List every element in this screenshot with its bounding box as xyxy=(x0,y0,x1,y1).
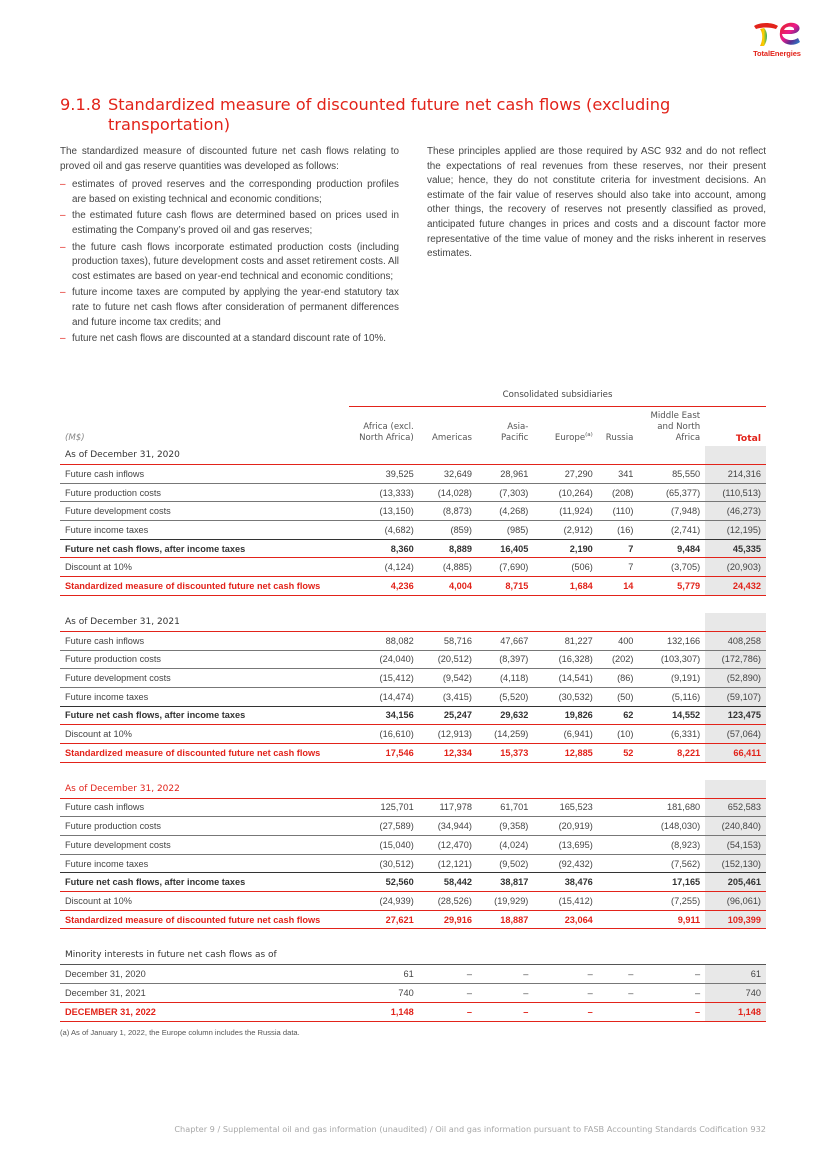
cell-value: 8,360 xyxy=(349,539,419,558)
table-row xyxy=(60,743,766,762)
cell-value: 29,916 xyxy=(419,910,477,929)
cell-value: 16,405 xyxy=(477,539,533,558)
spacer-row xyxy=(60,762,766,780)
cell-value: 24,432 xyxy=(705,577,766,596)
list-item: – future income taxes are computed by applying the year-end statutory tax rate to future net cash flows after consideration of permanent differences and future income tax credits; and xyxy=(60,286,399,330)
cell-value: (202) xyxy=(598,650,639,669)
cell-value: 7 xyxy=(598,539,639,558)
cell-value: (24,040) xyxy=(349,650,419,669)
spacer-row xyxy=(60,929,766,947)
col-europe: Europe$^{(a)}$ xyxy=(554,432,593,443)
table-row xyxy=(60,725,766,744)
col-russia: Russia xyxy=(605,433,634,443)
cell-value: (9,542) xyxy=(419,669,477,688)
cell-value: (96,061) xyxy=(705,892,766,911)
cell-value: (859) xyxy=(419,521,477,540)
minority-row xyxy=(60,984,766,1003)
cell-value: (506) xyxy=(533,558,597,577)
cell-value: (240,840) xyxy=(705,817,766,836)
cell-value: (34,944) xyxy=(419,817,477,836)
col-asia-pacific: Asia- Pacific xyxy=(501,422,529,443)
cell-value: 15,373 xyxy=(477,743,533,762)
row-label: Future development costs xyxy=(60,502,349,521)
section-heading: As of December 31, 2021 xyxy=(60,613,349,632)
cell-value: – xyxy=(419,984,477,1003)
cell-value: 7 xyxy=(598,558,639,577)
col-total: Total xyxy=(735,433,761,444)
cell-value: (11,924) xyxy=(533,502,597,521)
list-item: – the estimated future cash flows are determined based on prices used in estimating the Company’s proved oil and gas reserves; xyxy=(60,209,399,238)
cell-value: (4,024) xyxy=(477,836,533,855)
cell-value xyxy=(598,1002,639,1021)
row-label: Standardized measure of discounted future net cash flows xyxy=(60,577,349,596)
table-row xyxy=(60,836,766,855)
cell-value: (12,195) xyxy=(705,521,766,540)
cell-value: (46,273) xyxy=(705,502,766,521)
cell-value: (16,328) xyxy=(533,650,597,669)
cell-value: 27,621 xyxy=(349,910,419,929)
footnote-ref: (a) xyxy=(585,432,593,439)
cell-value: 34,156 xyxy=(349,706,419,725)
section-heading: As of December 31, 2022 xyxy=(60,780,349,799)
cell-value: 52,560 xyxy=(349,873,419,892)
cell-value: (20,919) xyxy=(533,817,597,836)
cell-value: 12,334 xyxy=(419,743,477,762)
cell-value: 29,632 xyxy=(477,706,533,725)
cell-value: (6,331) xyxy=(638,725,705,744)
table-row xyxy=(60,650,766,669)
cell-value: (12,470) xyxy=(419,836,477,855)
cell-value: – xyxy=(477,1002,533,1021)
cell-value: (30,512) xyxy=(349,854,419,873)
row-label: December 31, 2020 xyxy=(60,965,349,984)
minority-heading: Minority interests in future net cash flows as of xyxy=(60,946,349,965)
cell-value: 4,004 xyxy=(419,577,477,596)
section-title xyxy=(60,95,760,135)
cell-value: (13,695) xyxy=(533,836,597,855)
cell-value xyxy=(598,873,639,892)
col-africa: Africa (excl. North Africa) xyxy=(359,422,414,443)
cell-value: 19,826 xyxy=(533,706,597,725)
list-item: – estimates of proved reserves and the corresponding production profiles are based on existing technical and economic conditions; xyxy=(60,178,399,207)
cell-value: (57,064) xyxy=(705,725,766,744)
cell-value: 23,064 xyxy=(533,910,597,929)
brand-name: TotalEnergies xyxy=(753,49,801,58)
cell-value: (7,562) xyxy=(638,854,705,873)
cell-value: (208) xyxy=(598,483,639,502)
cell-value: – xyxy=(533,1002,597,1021)
cell-value: (3,705) xyxy=(638,558,705,577)
cell-value: 17,546 xyxy=(349,743,419,762)
cell-value: 1,148 xyxy=(705,1002,766,1021)
cell-value: 109,399 xyxy=(705,910,766,929)
cell-value: (24,939) xyxy=(349,892,419,911)
cell-value: 9,484 xyxy=(638,539,705,558)
cell-value: 740 xyxy=(349,984,419,1003)
cell-value: – xyxy=(533,965,597,984)
row-label: Future production costs xyxy=(60,650,349,669)
cell-value: (15,412) xyxy=(533,892,597,911)
cell-value: 62 xyxy=(598,706,639,725)
cell-value: 652,583 xyxy=(705,798,766,817)
totalenergies-logo xyxy=(742,18,812,66)
cell-value: 88,082 xyxy=(349,631,419,650)
cell-value: 58,716 xyxy=(419,631,477,650)
cell-value: 181,680 xyxy=(638,798,705,817)
table-row xyxy=(60,798,766,817)
minority-row xyxy=(60,965,766,984)
cell-value: 214,316 xyxy=(705,465,766,484)
cell-value: (152,130) xyxy=(705,854,766,873)
table-row xyxy=(60,483,766,502)
table-row xyxy=(60,465,766,484)
cell-value: 4,236 xyxy=(349,577,419,596)
cell-value: 38,817 xyxy=(477,873,533,892)
row-label: Discount at 10% xyxy=(60,725,349,744)
cell-value: (15,412) xyxy=(349,669,419,688)
table-row xyxy=(60,631,766,650)
cell-value: (15,040) xyxy=(349,836,419,855)
cell-value: 165,523 xyxy=(533,798,597,817)
cell-value: – xyxy=(638,984,705,1003)
row-label: Future production costs xyxy=(60,483,349,502)
cell-value: (8,873) xyxy=(419,502,477,521)
cell-value: – xyxy=(533,984,597,1003)
cell-value: 5,779 xyxy=(638,577,705,596)
cash-flows-table-container xyxy=(60,388,766,1037)
cell-value: (7,948) xyxy=(638,502,705,521)
cell-value: 2,190 xyxy=(533,539,597,558)
table-footnote: (a) As of January 1, 2022, the Europe column includes the Russia data. xyxy=(60,1027,300,1037)
minority-row xyxy=(60,1002,766,1021)
cell-value: 61 xyxy=(349,965,419,984)
cell-value: (4,118) xyxy=(477,669,533,688)
cell-value: (10,264) xyxy=(533,483,597,502)
cell-value: (7,255) xyxy=(638,892,705,911)
group-header-row xyxy=(60,388,766,407)
cell-value: (52,890) xyxy=(705,669,766,688)
cell-value: (86) xyxy=(598,669,639,688)
cell-value: 341 xyxy=(598,465,639,484)
row-label: DECEMBER 31, 2022 xyxy=(60,1002,349,1021)
col-middle-east-north-africa: Middle East and North Africa xyxy=(650,411,701,443)
cell-value: (13,150) xyxy=(349,502,419,521)
cell-value: (172,786) xyxy=(705,650,766,669)
cell-value: (14,474) xyxy=(349,687,419,706)
table-row xyxy=(60,558,766,577)
row-label: Future development costs xyxy=(60,836,349,855)
cell-value: 117,978 xyxy=(419,798,477,817)
table-row xyxy=(60,854,766,873)
cell-value: (20,512) xyxy=(419,650,477,669)
cell-value: 14,552 xyxy=(638,706,705,725)
cell-value: (4,885) xyxy=(419,558,477,577)
cell-value: (7,690) xyxy=(477,558,533,577)
cell-value: (3,415) xyxy=(419,687,477,706)
cell-value: 123,475 xyxy=(705,706,766,725)
row-label: Future cash inflows xyxy=(60,465,349,484)
row-label: Future development costs xyxy=(60,669,349,688)
cell-value: – xyxy=(638,1002,705,1021)
cell-value: 61 xyxy=(705,965,766,984)
section-number: 9.1.8 xyxy=(60,95,102,114)
cell-value: 66,411 xyxy=(705,743,766,762)
cell-value: 17,165 xyxy=(638,873,705,892)
cell-value: (13,333) xyxy=(349,483,419,502)
cell-value: (54,153) xyxy=(705,836,766,855)
cell-value: (14,259) xyxy=(477,725,533,744)
cell-value: (20,903) xyxy=(705,558,766,577)
left-text-column xyxy=(60,145,399,349)
cell-value: 27,290 xyxy=(533,465,597,484)
row-label: Future cash inflows xyxy=(60,631,349,650)
cell-value: 47,667 xyxy=(477,631,533,650)
cell-value: (8,397) xyxy=(477,650,533,669)
table-row xyxy=(60,687,766,706)
row-label: Future income taxes xyxy=(60,521,349,540)
cell-value: 740 xyxy=(705,984,766,1003)
intro-paragraph: The standardized measure of discounted future net cash flows relating to proved oil and gas reserve quantities was developed as follows: xyxy=(60,146,399,172)
row-label: Future cash inflows xyxy=(60,798,349,817)
cell-value: 25,247 xyxy=(419,706,477,725)
column-header-row xyxy=(60,407,766,447)
cell-value: – xyxy=(477,984,533,1003)
cell-value xyxy=(598,854,639,873)
section-title-line2: transportation) xyxy=(108,115,231,134)
cell-value: (110,513) xyxy=(705,483,766,502)
table-row xyxy=(60,502,766,521)
cell-value: 1,684 xyxy=(533,577,597,596)
cell-value: (9,502) xyxy=(477,854,533,873)
cell-value xyxy=(598,798,639,817)
cell-value: (8,923) xyxy=(638,836,705,855)
table-row xyxy=(60,817,766,836)
cell-value: – xyxy=(419,1002,477,1021)
cell-value: (985) xyxy=(477,521,533,540)
cell-value: (59,107) xyxy=(705,687,766,706)
cell-value: (10) xyxy=(598,725,639,744)
row-label: Standardized measure of discounted future net cash flows xyxy=(60,910,349,929)
row-label: Discount at 10% xyxy=(60,892,349,911)
cell-value: 408,258 xyxy=(705,631,766,650)
cell-value: (30,532) xyxy=(533,687,597,706)
cell-value: – xyxy=(419,965,477,984)
cell-value: 85,550 xyxy=(638,465,705,484)
row-label: Future income taxes xyxy=(60,687,349,706)
cell-value: 81,227 xyxy=(533,631,597,650)
cell-value: 132,166 xyxy=(638,631,705,650)
cell-value: (50) xyxy=(598,687,639,706)
spacer-row xyxy=(60,595,766,613)
totalenergies-logo-icon xyxy=(750,18,804,48)
cell-value: 9,911 xyxy=(638,910,705,929)
cell-value: (12,913) xyxy=(419,725,477,744)
right-text-column xyxy=(427,145,766,266)
cell-value: (16,610) xyxy=(349,725,419,744)
principles-paragraph: These principles applied are those required by ASC 932 and do not reflect the expectations of real revenues from these reserves, nor their present value; hence, they do not constitute criteria for investment decisions. An estimate of the fair value of reserves should also take into account, among other things, the recovery of reserves not presently classified as proved, anticipated future changes in prices and costs and a discount factor more representative of the time value of money and the risks inherent in reserves estimates. xyxy=(427,146,766,260)
cell-value: (9,358) xyxy=(477,817,533,836)
table-row xyxy=(60,669,766,688)
cell-value: 38,476 xyxy=(533,873,597,892)
minority-heading-row xyxy=(60,946,766,965)
col-americas: Americas xyxy=(432,433,472,443)
row-label: Future net cash flows, after income taxes xyxy=(60,706,349,725)
cell-value: – xyxy=(598,965,639,984)
section-heading-row xyxy=(60,446,766,465)
cell-value: 52 xyxy=(598,743,639,762)
cell-value: 61,701 xyxy=(477,798,533,817)
unit-label: (M$) xyxy=(65,433,85,443)
group-header: Consolidated subsidiaries xyxy=(349,388,766,407)
table-row xyxy=(60,521,766,540)
table-row xyxy=(60,706,766,725)
cell-value: (92,432) xyxy=(533,854,597,873)
cell-value: (103,307) xyxy=(638,650,705,669)
cell-value xyxy=(598,817,639,836)
cell-value: (28,526) xyxy=(419,892,477,911)
cell-value: – xyxy=(638,965,705,984)
table-row xyxy=(60,873,766,892)
row-label: Future net cash flows, after income taxes xyxy=(60,873,349,892)
row-label: Standardized measure of discounted future net cash flows xyxy=(60,743,349,762)
cell-value xyxy=(598,836,639,855)
table-row xyxy=(60,910,766,929)
cell-value: (27,589) xyxy=(349,817,419,836)
cell-value: 8,221 xyxy=(638,743,705,762)
section-title-line1: Standardized measure of discounted future net cash flows (excluding xyxy=(108,95,671,114)
cash-flows-table xyxy=(60,388,766,1022)
table-row xyxy=(60,577,766,596)
cell-value xyxy=(598,910,639,929)
cell-value: 8,889 xyxy=(419,539,477,558)
cell-value xyxy=(598,892,639,911)
cell-value: (2,741) xyxy=(638,521,705,540)
cell-value: (148,030) xyxy=(638,817,705,836)
section-heading-row xyxy=(60,780,766,799)
cell-value: (110) xyxy=(598,502,639,521)
cell-value: 45,335 xyxy=(705,539,766,558)
section-heading-row xyxy=(60,613,766,632)
cell-value: 14 xyxy=(598,577,639,596)
cell-value: (5,116) xyxy=(638,687,705,706)
cell-value: (2,912) xyxy=(533,521,597,540)
row-label: Future production costs xyxy=(60,817,349,836)
cell-value: – xyxy=(598,984,639,1003)
row-label: Future income taxes xyxy=(60,854,349,873)
methodology-list xyxy=(60,178,399,347)
cell-value: (12,121) xyxy=(419,854,477,873)
table-row xyxy=(60,892,766,911)
cell-value: (65,377) xyxy=(638,483,705,502)
cell-value: (4,124) xyxy=(349,558,419,577)
cell-value: 1,148 xyxy=(349,1002,419,1021)
cell-value: 205,461 xyxy=(705,873,766,892)
cell-value: 18,887 xyxy=(477,910,533,929)
cell-value: 32,649 xyxy=(419,465,477,484)
row-label: December 31, 2021 xyxy=(60,984,349,1003)
cell-value: (5,520) xyxy=(477,687,533,706)
list-item: – the future cash flows incorporate estimated production costs (including production taxes), future development costs and asset retirement costs. All cost estimates are based on year-end technical and economic conditions; xyxy=(60,241,399,285)
cell-value: 400 xyxy=(598,631,639,650)
cell-value: 58,442 xyxy=(419,873,477,892)
cell-value: 8,715 xyxy=(477,577,533,596)
section-heading: As of December 31, 2020 xyxy=(60,446,349,465)
row-label: Discount at 10% xyxy=(60,558,349,577)
cell-value: – xyxy=(477,965,533,984)
cell-value: 12,885 xyxy=(533,743,597,762)
cell-value: 125,701 xyxy=(349,798,419,817)
list-item: – future net cash flows are discounted at a standard discount rate of 10%. xyxy=(60,332,399,347)
cell-value: (4,682) xyxy=(349,521,419,540)
cell-value: (14,028) xyxy=(419,483,477,502)
table-row xyxy=(60,539,766,558)
cell-value: (7,303) xyxy=(477,483,533,502)
cell-value: 39,525 xyxy=(349,465,419,484)
cell-value: (14,541) xyxy=(533,669,597,688)
cell-value: (4,268) xyxy=(477,502,533,521)
cell-value: (19,929) xyxy=(477,892,533,911)
cell-value: (9,191) xyxy=(638,669,705,688)
cell-value: 28,961 xyxy=(477,465,533,484)
cell-value: (6,941) xyxy=(533,725,597,744)
cell-value: (16) xyxy=(598,521,639,540)
row-label: Future net cash flows, after income taxes xyxy=(60,539,349,558)
page-footer: Chapter 9 / Supplemental oil and gas information (unaudited) / Oil and gas information pursuant to FASB Accounting Standards Codification 932 xyxy=(174,1124,766,1134)
